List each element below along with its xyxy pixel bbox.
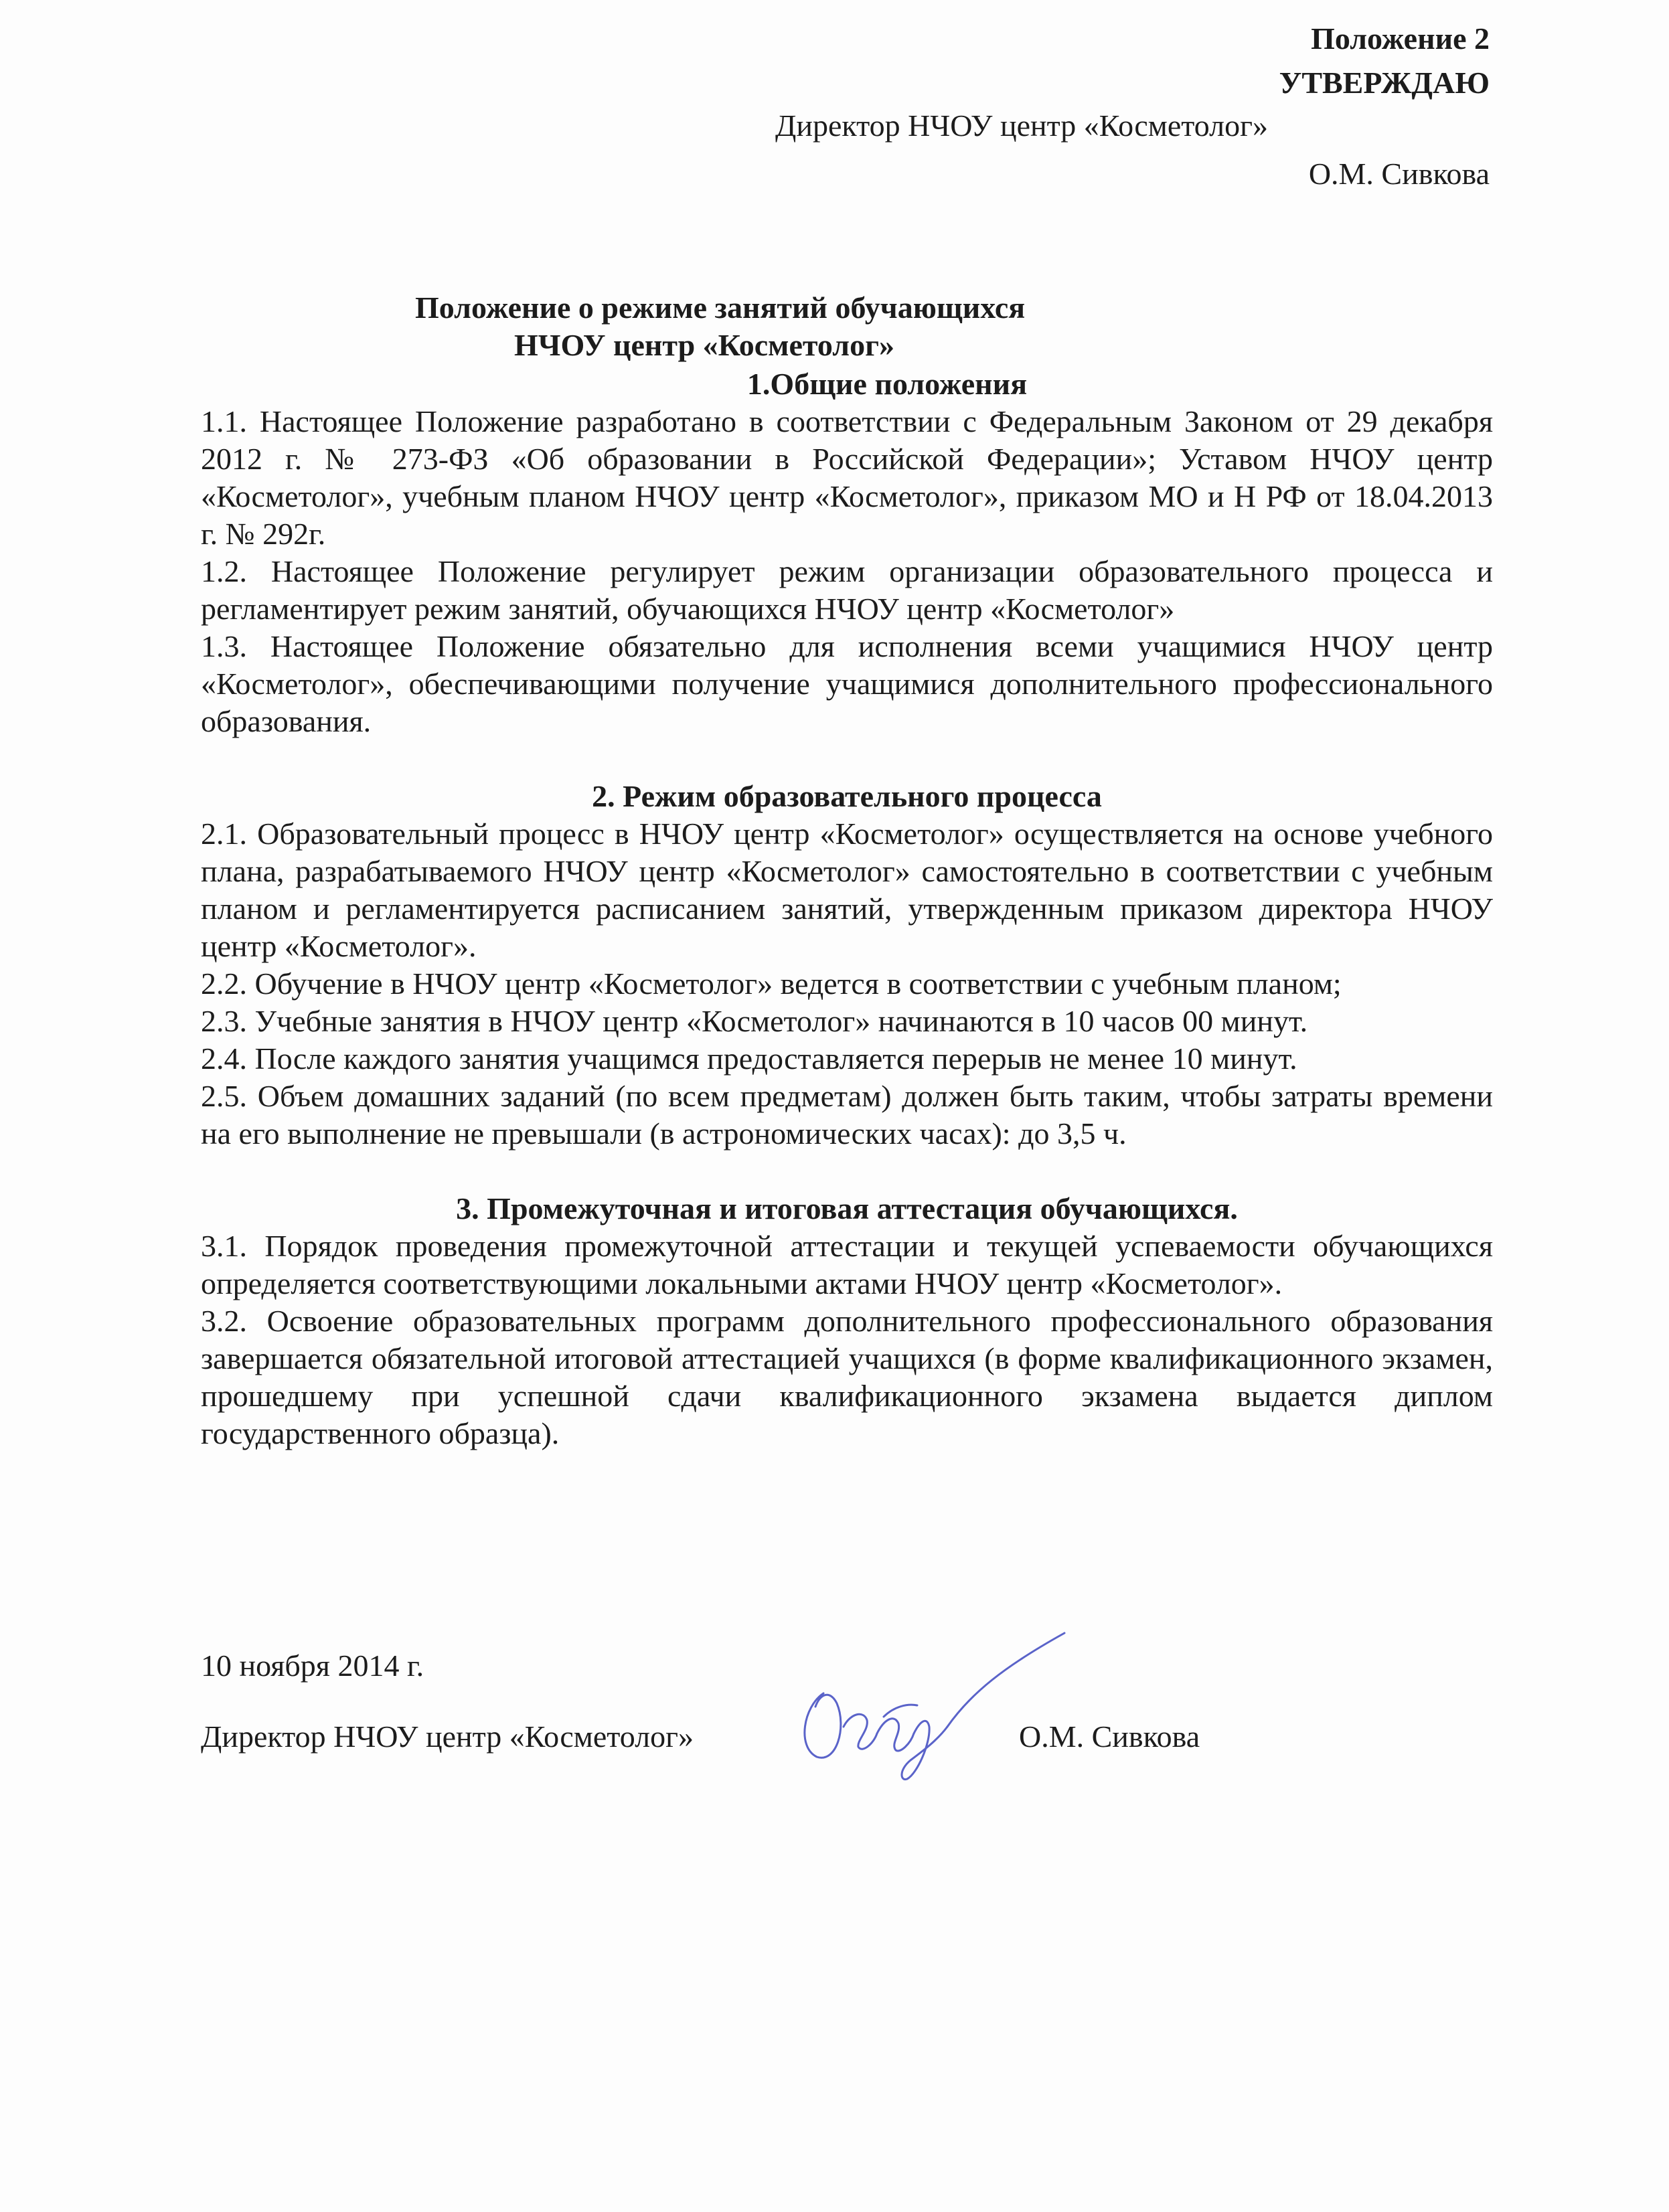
footer-name: О.М. Сивкова (1019, 1719, 1200, 1754)
appendix-label: Положение 2 (1311, 21, 1490, 56)
handwritten-signature (783, 1620, 1105, 1787)
approve-label: УТВЕРЖДАЮ (1279, 66, 1490, 100)
paragraph-2-4: 2.4. После каждого занятия учащимся предоставляется перерыв не менее 10 минут. (201, 1041, 1297, 1076)
paragraph-3-1: 3.1. Порядок проведения промежуточной аттестации и текущей успеваемости обучающихся определяется соответствующими локальными актами НЧОУ центр «Косметолог». (201, 1229, 1493, 1300)
approval-name: О.М. Сивкова (1308, 157, 1490, 191)
paragraph-2-2: 2.2. Обучение в НЧОУ центр «Косметолог» ведется в соответствии с учебным планом; (201, 966, 1342, 1001)
paragraph-1-3: 1.3. Настоящее Положение обязательно для исполнения всеми учащимися НЧОУ центр «Косметолог», обеспечивающими получение учащимися дополнительного профессионального образования. (201, 629, 1493, 738)
document-title-line-1: Положение о режиме занятий обучающихся (415, 290, 1026, 325)
footer-date: 10 ноября 2014 г. (201, 1648, 424, 1683)
section-spacer (201, 740, 1493, 778)
paragraph-2-3: 2.3. Учебные занятия в НЧОУ центр «Косметолог» начинаются в 10 часов 00 минут. (201, 1004, 1308, 1038)
paragraph-2-1: 2.1. Образовательный процесс в НЧОУ центр «Косметолог» осуществляется на основе учебного плана, разрабатываемого НЧОУ центр «Косметолог» самостоятельно в соответствии с учебным планом и регламентируется расписанием занятий, утвержденным приказом директора НЧОУ центр «Косметолог». (201, 817, 1493, 963)
paragraph-2-5: 2.5. Объем домашних заданий (по всем предметам) должен быть таким, чтобы затраты времени на его выполнение не превышали (в астрономических часах): до 3,5 ч. (201, 1079, 1493, 1151)
paragraph-3-2: 3.2. Освоение образовательных программ дополнительного профессионального образования завершается обязательной итоговой аттестацией учащихся (в форме квалификационного экзамен, прошедшему при успешной сдачи квалификационного экзамена выдается диплом государственного образца). (201, 1304, 1493, 1450)
paragraph-1-1: 1.1. Настоящее Положение разработано в соответствии с Федеральным Законом от 29 декабря 2012 г. № 273-ФЗ «Об образовании в Российской Федерации»; Уставом НЧОУ центр «Косметолог», учебным планом НЧОУ центр «Косметолог», приказом МО и Н РФ от 18.04.2013 г. № 292г. (201, 404, 1493, 551)
section-spacer (201, 1153, 1493, 1190)
section-1-heading: 1.Общие положения (746, 367, 1028, 401)
paragraph-1-2: 1.2. Настоящее Положение регулирует режим организации образовательного процесса и регламентирует режим занятий, обучающихся НЧОУ центр «Косметолог» (201, 554, 1493, 626)
document-body (201, 365, 1493, 1452)
footer-position: Директор НЧОУ центр «Косметолог» (201, 1719, 694, 1754)
section-3-heading: 3. Промежуточная и итоговая аттестация обучающихся. (456, 1191, 1238, 1225)
document-title-line-2: НЧОУ центр «Косметолог» (514, 328, 894, 362)
approval-position: Директор НЧОУ центр «Косметолог» (775, 108, 1268, 143)
section-2-heading: 2. Режим образовательного процесса (592, 779, 1102, 813)
